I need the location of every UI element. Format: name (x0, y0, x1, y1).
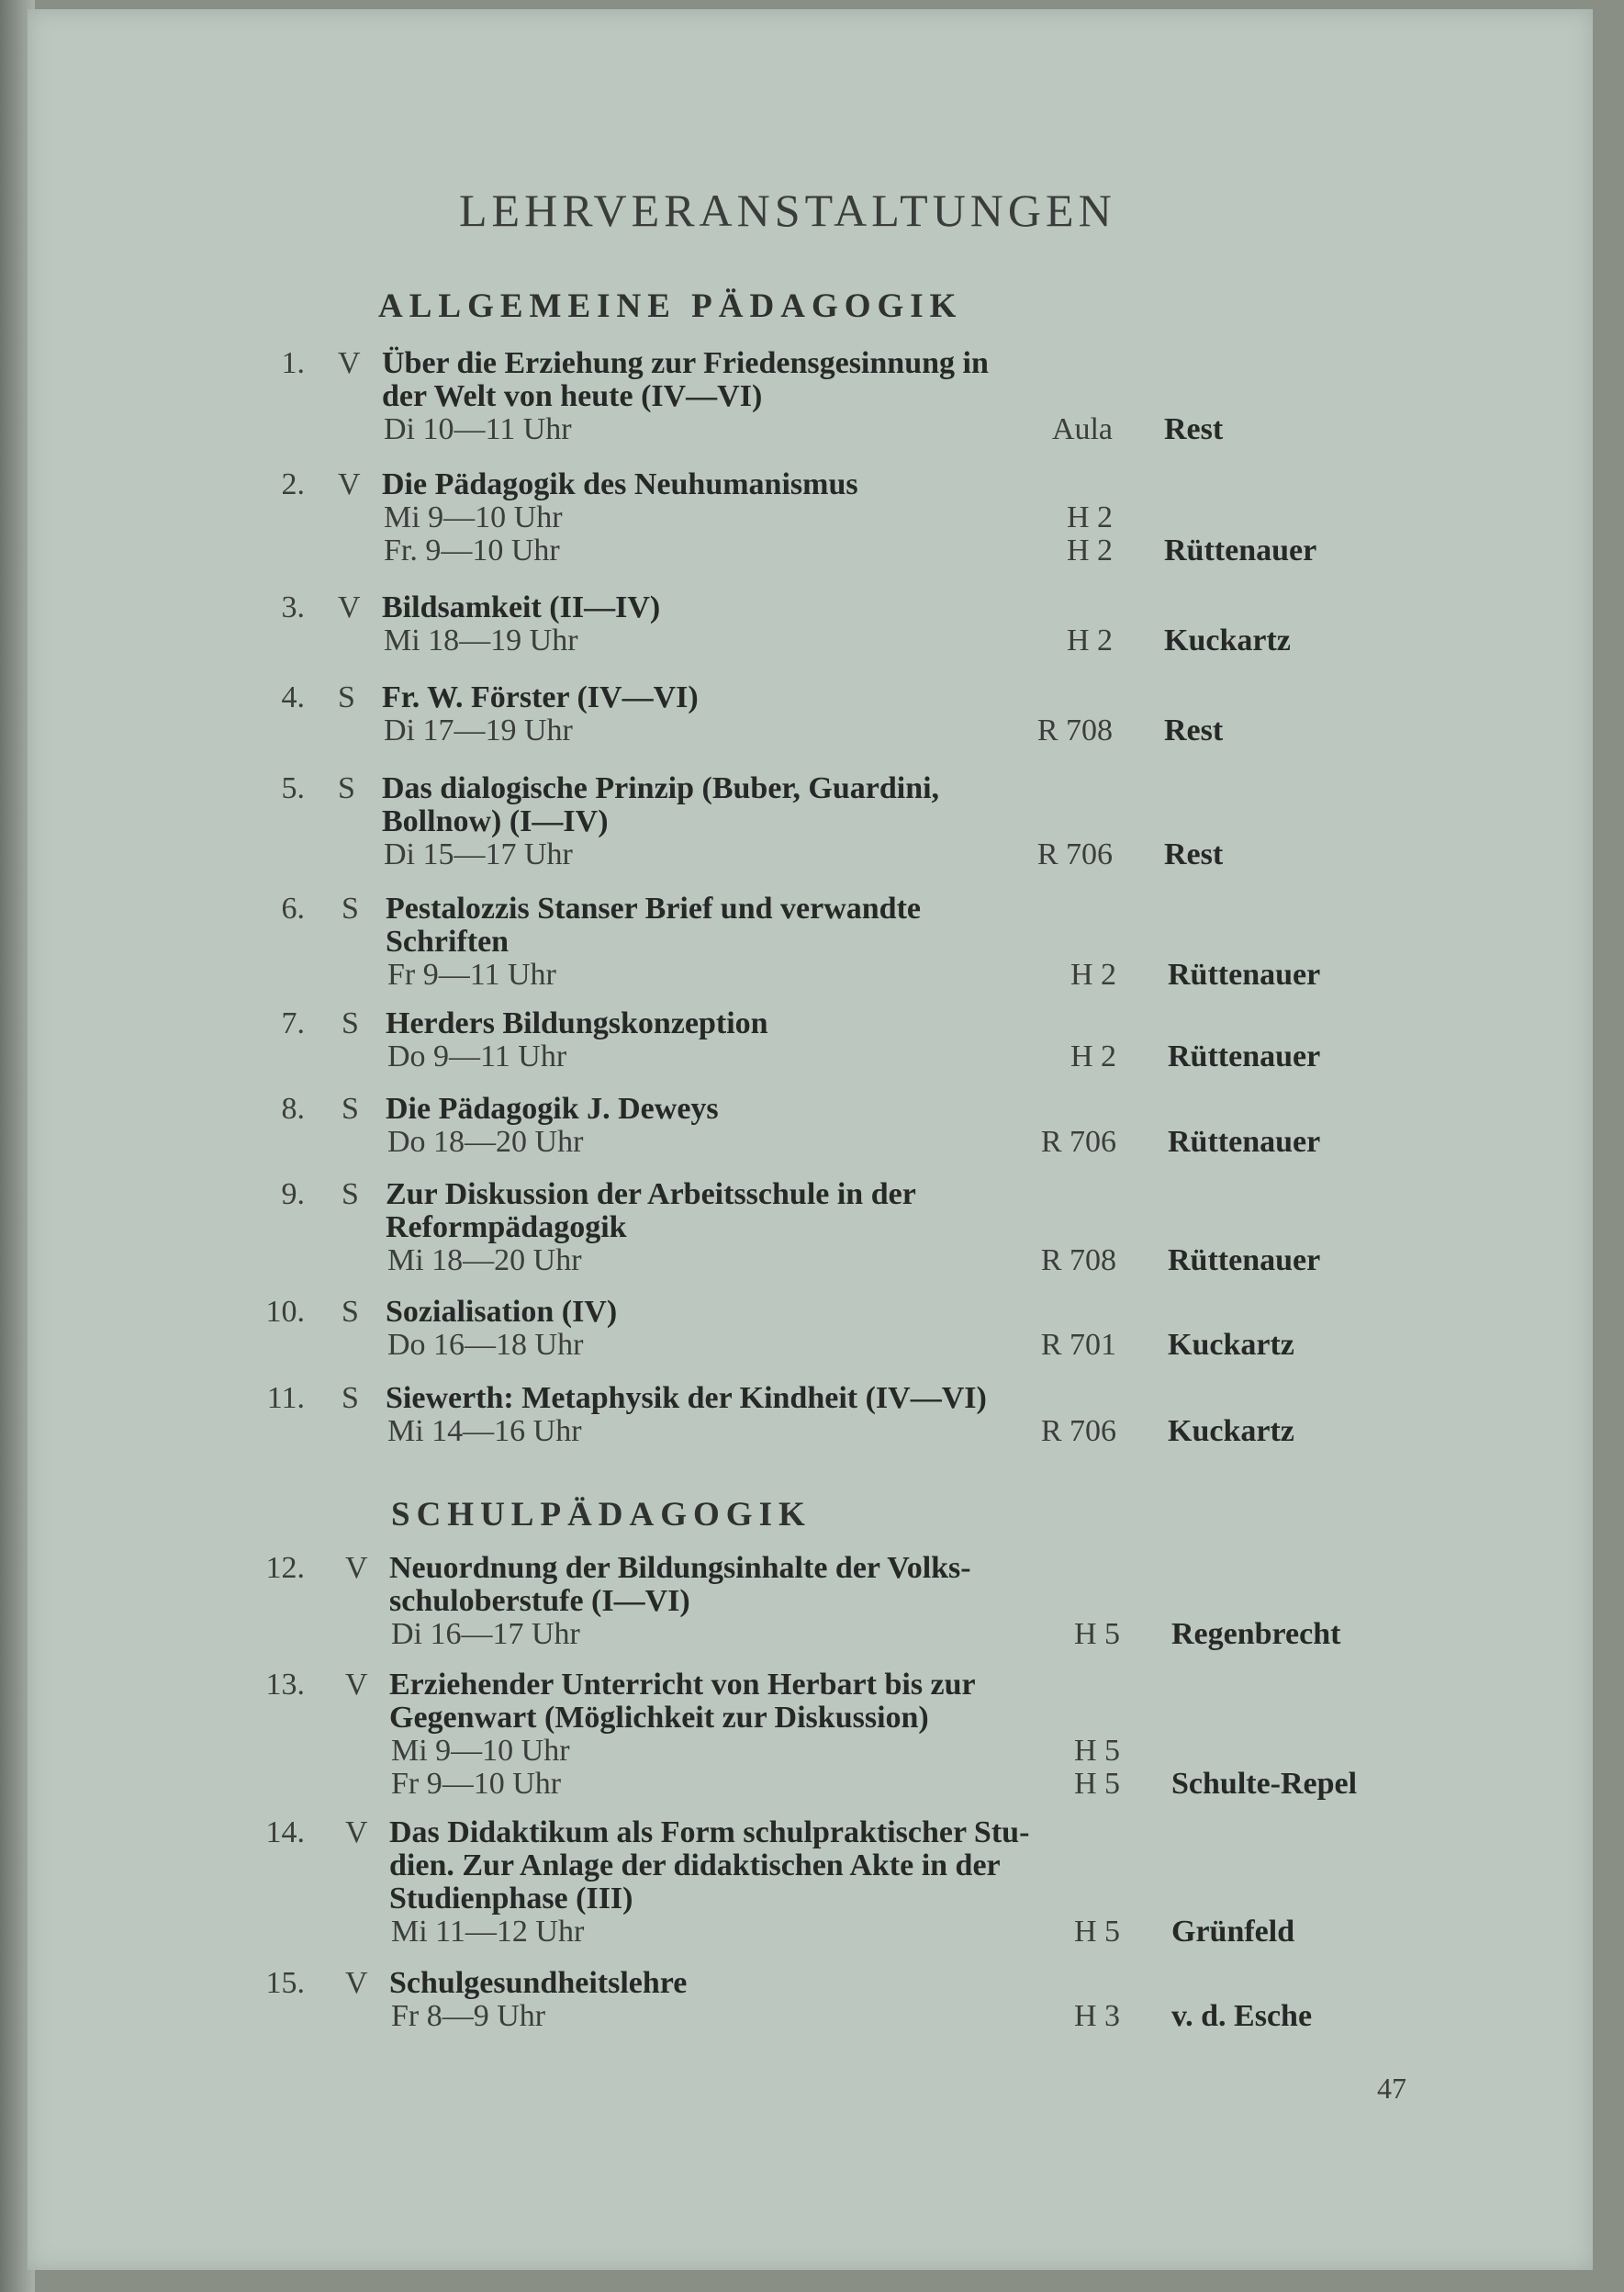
course-time: Do 16—18 Uhr (387, 1328, 584, 1362)
course-time: Mi 14—16 Uhr (387, 1414, 582, 1448)
course-time: Fr 9—10 Uhr (391, 1767, 562, 1801)
course-room: Aula (1051, 412, 1113, 446)
course-room: H 5 (1073, 1915, 1120, 1949)
course-time: Fr 8—9 Uhr (391, 1999, 546, 2033)
course-number: 7. (281, 1006, 305, 1040)
course-type: S (338, 771, 355, 805)
course-title: Zur Diskussion der Arbeitsschule in der (386, 1177, 916, 1211)
course-room: R 708 (1036, 713, 1113, 747)
course-number: 8. (281, 1092, 305, 1126)
course-title: Erziehender Unterricht von Herbart bis zur (389, 1668, 976, 1702)
course-room: R 708 (1040, 1243, 1116, 1277)
course-time: Do 9—11 Uhr (387, 1039, 567, 1073)
course-number: 1. (281, 346, 305, 380)
course-room: R 701 (1040, 1328, 1116, 1362)
course-title: Das Didaktikum als Form schulpraktischer Stu- (389, 1815, 1030, 1849)
course-title: Fr. W. Förster (IV—VI) (382, 680, 699, 714)
course-type: S (342, 1177, 359, 1211)
course-time: Do 18—20 Uhr (387, 1125, 584, 1159)
course-number: 4. (281, 680, 305, 714)
course-time: Di 10—11 Uhr (384, 412, 572, 446)
course-type: V (345, 1668, 368, 1702)
course-title: Schulgesundheitslehre (389, 1966, 688, 2000)
course-number: 6. (281, 892, 305, 926)
course-title: Pestalozzis Stanser Brief und verwandte (386, 892, 921, 926)
course-type: S (342, 892, 359, 926)
course-time: Di 16—17 Uhr (391, 1617, 580, 1651)
course-lecturer: Kuckartz (1168, 1414, 1294, 1448)
course-lecturer: Rest (1164, 837, 1224, 871)
course-room: R 706 (1036, 837, 1113, 871)
course-lecturer: Kuckartz (1168, 1328, 1294, 1362)
course-lecturer: Rüttenauer (1168, 1125, 1321, 1159)
course-time: Mi 18—20 Uhr (387, 1243, 582, 1277)
course-title: Siewerth: Metaphysik der Kindheit (IV—VI) (386, 1381, 987, 1415)
page-number: 47 (1377, 2072, 1406, 2105)
course-title: Reformpädagogik (386, 1210, 627, 1244)
course-time: Di 17—19 Uhr (384, 713, 573, 747)
course-type: S (342, 1295, 359, 1329)
course-time: Mi 9—10 Uhr (384, 500, 563, 534)
course-title: Die Pädagogik J. Deweys (386, 1092, 719, 1126)
course-title: dien. Zur Anlage der didaktischen Akte in der (389, 1848, 1001, 1882)
course-room: H 2 (1066, 624, 1113, 657)
course-type: S (342, 1381, 359, 1415)
course-title: Das dialogische Prinzip (Buber, Guardini, (382, 771, 940, 805)
course-lecturer: Rüttenauer (1168, 958, 1321, 992)
course-title: Herders Bildungskonzeption (386, 1006, 768, 1040)
course-room: H 2 (1066, 500, 1113, 534)
course-lecturer: v. d. Esche (1171, 1999, 1313, 2033)
course-number: 2. (281, 467, 305, 501)
course-type: V (345, 1815, 368, 1849)
course-room: H 5 (1073, 1767, 1120, 1801)
course-number: 3. (281, 590, 305, 624)
course-lecturer: Rüttenauer (1168, 1243, 1321, 1277)
course-lecturer: Grünfeld (1171, 1915, 1295, 1949)
course-number: 14. (265, 1815, 305, 1849)
page-title: LEHRVERANSTALTUNGEN (459, 185, 1116, 236)
course-title: Bildsamkeit (II—IV) (382, 590, 661, 624)
course-type: V (345, 1966, 368, 2000)
course-time: Di 15—17 Uhr (384, 837, 573, 871)
course-lecturer: Rest (1164, 412, 1224, 446)
course-number: 12. (265, 1551, 305, 1585)
course-type: S (342, 1092, 359, 1126)
course-time: Fr 9—11 Uhr (387, 958, 556, 992)
course-time: Mi 18—19 Uhr (384, 624, 578, 657)
course-title: Neuordnung der Bildungsinhalte der Volks- (389, 1551, 971, 1585)
course-title: Gegenwart (Möglichkeit zur Diskussion) (389, 1701, 929, 1735)
course-room: H 2 (1066, 534, 1113, 567)
course-lecturer: Rüttenauer (1164, 534, 1317, 567)
course-type: S (342, 1006, 359, 1040)
course-title: schuloberstufe (I—VI) (389, 1584, 690, 1618)
course-lecturer: Schulte-Repel (1171, 1767, 1358, 1801)
course-room: R 706 (1040, 1125, 1116, 1159)
course-number: 15. (265, 1966, 305, 2000)
course-time: Fr. 9—10 Uhr (384, 534, 560, 567)
course-number: 5. (281, 771, 305, 805)
course-room: H 2 (1070, 1039, 1116, 1073)
course-type: S (338, 680, 355, 714)
course-room: H 5 (1073, 1617, 1120, 1651)
course-type: V (338, 346, 361, 380)
course-type: V (345, 1551, 368, 1585)
course-title: Sozialisation (IV) (386, 1295, 618, 1329)
course-lecturer: Kuckartz (1164, 624, 1291, 657)
section-heading: SCHULPÄDAGOGIK (391, 1496, 812, 1534)
course-room: R 706 (1040, 1414, 1116, 1448)
course-room: H 5 (1073, 1734, 1120, 1768)
course-number: 11. (266, 1381, 305, 1415)
course-number: 9. (281, 1177, 305, 1211)
course-lecturer: Rest (1164, 713, 1224, 747)
section-heading: ALLGEMEINE PÄDAGOGIK (378, 287, 963, 325)
course-time: Mi 11—12 Uhr (391, 1915, 585, 1949)
course-type: V (338, 467, 361, 501)
course-number: 13. (265, 1668, 305, 1702)
course-title: Studienphase (III) (389, 1882, 633, 1916)
course-title: der Welt von heute (IV—VI) (382, 379, 763, 413)
course-title: Bollnow) (I—IV) (382, 804, 609, 838)
course-room: H 2 (1070, 958, 1116, 992)
course-number: 10. (265, 1295, 305, 1329)
course-type: V (338, 590, 361, 624)
course-lecturer: Rüttenauer (1168, 1039, 1321, 1073)
course-lecturer: Regenbrecht (1171, 1617, 1341, 1651)
course-room: H 3 (1073, 1999, 1120, 2033)
course-title: Die Pädagogik des Neuhumanismus (382, 467, 858, 501)
course-time: Mi 9—10 Uhr (391, 1734, 570, 1768)
course-title: Über die Erziehung zur Friedensgesinnung in (382, 346, 989, 380)
course-title: Schriften (386, 925, 510, 959)
